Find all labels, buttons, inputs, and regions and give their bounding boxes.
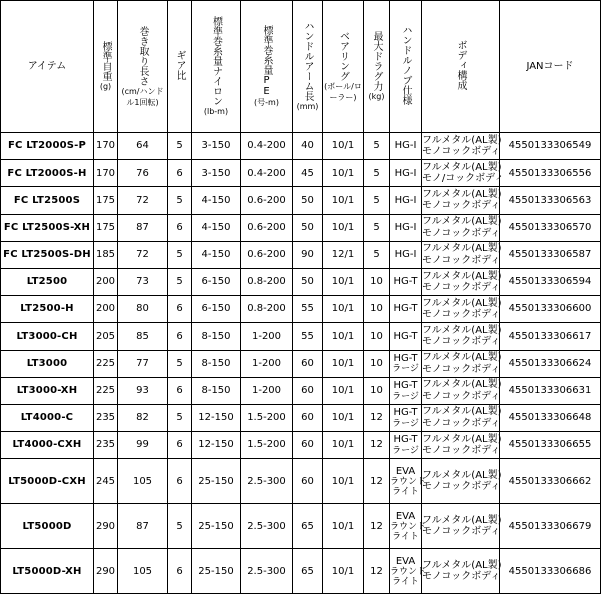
table-row (1, 459, 601, 504)
cell-pe: 2.5-300 (241, 549, 293, 594)
cell-pe: 0.4-200 (241, 160, 293, 187)
cell-nylon: 4-150 (192, 214, 241, 241)
table-row (1, 432, 601, 459)
header-row (1, 1, 601, 133)
cell-weight: 290 (94, 549, 118, 594)
table-row (1, 404, 601, 431)
table-row (1, 323, 601, 350)
cell-item: LT5000D (1, 504, 94, 549)
cell-retrieve: 76 (118, 160, 168, 187)
cell-arm: 55 (293, 323, 323, 350)
header-weight: 標準自重 (g) (94, 1, 118, 133)
cell-drag: 5 (364, 160, 390, 187)
cell-arm: 40 (293, 133, 323, 160)
cell-jan: 4550133306624 (500, 350, 601, 377)
cell-body: フルメタル(AL製) モノコックボディ (422, 268, 500, 295)
header-bearing: ベアリング (ボール/ローラー) (323, 1, 364, 133)
cell-pe: 0.6-200 (241, 214, 293, 241)
cell-gear: 5 (168, 504, 192, 549)
cell-handle: HG-T ラージ (390, 404, 422, 431)
table-row (1, 133, 601, 160)
header-body: ボディ構成 (422, 1, 500, 133)
cell-body: フルメタル(AL製) モノコックボディ (422, 549, 500, 594)
cell-jan: 4550133306587 (500, 241, 601, 268)
cell-drag: 10 (364, 296, 390, 323)
cell-pe: 0.8-200 (241, 268, 293, 295)
cell-arm: 65 (293, 504, 323, 549)
cell-jan: 4550133306556 (500, 160, 601, 187)
cell-jan: 4550133306679 (500, 504, 601, 549)
cell-weight: 205 (94, 323, 118, 350)
cell-weight: 235 (94, 404, 118, 431)
cell-bearing: 10/1 (323, 133, 364, 160)
cell-retrieve: 85 (118, 323, 168, 350)
cell-handle: HG-I (390, 214, 422, 241)
cell-pe: 0.6-200 (241, 187, 293, 214)
header-drag: 最大ドラグ力 (kg) (364, 1, 390, 133)
cell-nylon: 6-150 (192, 268, 241, 295)
cell-body: フルメタル(AL製) モノコックボディ (422, 241, 500, 268)
cell-jan: 4550133306617 (500, 323, 601, 350)
cell-nylon: 25-150 (192, 504, 241, 549)
cell-arm: 60 (293, 350, 323, 377)
cell-gear: 5 (168, 241, 192, 268)
table-row (1, 187, 601, 214)
cell-item: LT3000 (1, 350, 94, 377)
cell-item: LT3000-XH (1, 377, 94, 404)
cell-body: フルメタル(AL製) モノコックボディ (422, 350, 500, 377)
table-row (1, 549, 601, 594)
table-row (1, 504, 601, 549)
cell-nylon: 25-150 (192, 459, 241, 504)
cell-drag: 10 (364, 350, 390, 377)
cell-weight: 290 (94, 504, 118, 549)
cell-item: LT4000-C (1, 404, 94, 431)
cell-retrieve: 73 (118, 268, 168, 295)
cell-drag: 12 (364, 504, 390, 549)
cell-handle: HG-T (390, 323, 422, 350)
cell-retrieve: 105 (118, 549, 168, 594)
cell-arm: 55 (293, 296, 323, 323)
header-nylon: 標準巻糸量ナイロン (lb-m) (192, 1, 241, 133)
cell-handle: HG-I (390, 187, 422, 214)
cell-item: FC LT2500S (1, 187, 94, 214)
cell-item: LT4000-CXH (1, 432, 94, 459)
cell-jan: 4550133306648 (500, 404, 601, 431)
cell-jan: 4550133306549 (500, 133, 601, 160)
cell-gear: 6 (168, 214, 192, 241)
cell-body: フルメタル(AL製) モノコックボディ (422, 323, 500, 350)
cell-nylon: 3-150 (192, 160, 241, 187)
cell-bearing: 10/1 (323, 160, 364, 187)
cell-item: LT2500 (1, 268, 94, 295)
cell-drag: 5 (364, 187, 390, 214)
cell-weight: 170 (94, 133, 118, 160)
cell-gear: 5 (168, 268, 192, 295)
cell-arm: 45 (293, 160, 323, 187)
cell-pe: 2.5-300 (241, 504, 293, 549)
cell-bearing: 10/1 (323, 549, 364, 594)
cell-bearing: 10/1 (323, 268, 364, 295)
cell-retrieve: 99 (118, 432, 168, 459)
cell-nylon: 12-150 (192, 432, 241, 459)
cell-nylon: 3-150 (192, 133, 241, 160)
cell-item: LT5000D-XH (1, 549, 94, 594)
cell-handle: HG-T (390, 296, 422, 323)
cell-arm: 60 (293, 432, 323, 459)
cell-jan: 4550133306563 (500, 187, 601, 214)
cell-gear: 6 (168, 549, 192, 594)
cell-gear: 5 (168, 350, 192, 377)
header-item: アイテム (1, 1, 94, 133)
cell-body: フルメタル(AL製) モノコックボディ (422, 214, 500, 241)
cell-item: LT2500-H (1, 296, 94, 323)
cell-item: LT3000-CH (1, 323, 94, 350)
cell-pe: 0.4-200 (241, 133, 293, 160)
cell-drag: 12 (364, 549, 390, 594)
cell-gear: 5 (168, 404, 192, 431)
cell-weight: 170 (94, 160, 118, 187)
cell-arm: 60 (293, 377, 323, 404)
cell-arm: 60 (293, 459, 323, 504)
cell-retrieve: 105 (118, 459, 168, 504)
cell-item: FC LT2000S-H (1, 160, 94, 187)
cell-pe: 0.8-200 (241, 296, 293, 323)
cell-arm: 90 (293, 241, 323, 268)
cell-gear: 5 (168, 187, 192, 214)
cell-handle: EVA ラウンド ライト (390, 504, 422, 549)
cell-pe: 1.5-200 (241, 404, 293, 431)
cell-bearing: 10/1 (323, 404, 364, 431)
table-row (1, 296, 601, 323)
cell-retrieve: 72 (118, 187, 168, 214)
cell-bearing: 10/1 (323, 459, 364, 504)
cell-retrieve: 87 (118, 214, 168, 241)
cell-jan: 4550133306686 (500, 549, 601, 594)
cell-retrieve: 87 (118, 504, 168, 549)
cell-drag: 5 (364, 133, 390, 160)
cell-weight: 245 (94, 459, 118, 504)
cell-bearing: 10/1 (323, 187, 364, 214)
cell-weight: 200 (94, 296, 118, 323)
cell-pe: 2.5-300 (241, 459, 293, 504)
cell-body: フルメタル(AL製) モノ/コックボディ (422, 160, 500, 187)
cell-item: LT5000D-CXH (1, 459, 94, 504)
cell-item: FC LT2500S-XH (1, 214, 94, 241)
table-row (1, 350, 601, 377)
cell-weight: 175 (94, 187, 118, 214)
cell-body: フルメタル(AL製) モノコックボディ (422, 296, 500, 323)
cell-nylon: 8-150 (192, 350, 241, 377)
header-pe: 標準巻糸量PE (号-m) (241, 1, 293, 133)
cell-retrieve: 72 (118, 241, 168, 268)
cell-body: フルメタル(AL製) モノコックボディ (422, 404, 500, 431)
cell-drag: 12 (364, 404, 390, 431)
cell-handle: HG-T (390, 268, 422, 295)
header-gear: ギア比 (168, 1, 192, 133)
cell-bearing: 10/1 (323, 296, 364, 323)
cell-pe: 1-200 (241, 323, 293, 350)
cell-gear: 5 (168, 133, 192, 160)
cell-bearing: 10/1 (323, 214, 364, 241)
cell-handle: HG-I (390, 133, 422, 160)
table-row (1, 160, 601, 187)
cell-body: フルメタル(AL製) モノコックボディ (422, 377, 500, 404)
cell-pe: 1.5-200 (241, 432, 293, 459)
cell-retrieve: 64 (118, 133, 168, 160)
header-arm: ハンドルアーム長 (mm) (293, 1, 323, 133)
cell-arm: 50 (293, 187, 323, 214)
cell-arm: 60 (293, 404, 323, 431)
cell-gear: 6 (168, 296, 192, 323)
cell-pe: 1-200 (241, 377, 293, 404)
cell-weight: 185 (94, 241, 118, 268)
cell-weight: 225 (94, 350, 118, 377)
cell-retrieve: 80 (118, 296, 168, 323)
cell-bearing: 10/1 (323, 350, 364, 377)
cell-weight: 235 (94, 432, 118, 459)
cell-nylon: 6-150 (192, 296, 241, 323)
cell-retrieve: 93 (118, 377, 168, 404)
cell-body: フルメタル(AL製) モノコックボディ (422, 504, 500, 549)
table-row (1, 241, 601, 268)
cell-body: フルメタル(AL製) モノコックボディ (422, 187, 500, 214)
cell-item: FC LT2000S-P (1, 133, 94, 160)
cell-body: フルメタル(AL製) モノコックボディ (422, 133, 500, 160)
cell-retrieve: 82 (118, 404, 168, 431)
cell-item: FC LT2500S-DH (1, 241, 94, 268)
cell-handle: HG-T ラージ (390, 350, 422, 377)
header-handle: ハンドルノブ仕様 (390, 1, 422, 133)
header-retrieve: 巻き取り長さ (cm/ハンドル1回転) (118, 1, 168, 133)
cell-handle: HG-I (390, 160, 422, 187)
cell-drag: 5 (364, 214, 390, 241)
cell-bearing: 10/1 (323, 377, 364, 404)
cell-nylon: 12-150 (192, 404, 241, 431)
table-row (1, 377, 601, 404)
cell-nylon: 4-150 (192, 241, 241, 268)
cell-handle: EVA ラウンド ライト (390, 459, 422, 504)
cell-drag: 10 (364, 323, 390, 350)
cell-weight: 175 (94, 214, 118, 241)
cell-bearing: 12/1 (323, 241, 364, 268)
cell-weight: 225 (94, 377, 118, 404)
cell-arm: 50 (293, 268, 323, 295)
cell-body: フルメタル(AL製) モノコックボディ (422, 459, 500, 504)
cell-jan: 4550133306662 (500, 459, 601, 504)
cell-bearing: 10/1 (323, 504, 364, 549)
cell-pe: 1-200 (241, 350, 293, 377)
cell-body: フルメタル(AL製) モノコックボディ (422, 432, 500, 459)
cell-arm: 50 (293, 214, 323, 241)
cell-pe: 0.6-200 (241, 241, 293, 268)
table-row (1, 268, 601, 295)
cell-jan: 4550133306594 (500, 268, 601, 295)
cell-nylon: 8-150 (192, 377, 241, 404)
cell-drag: 10 (364, 377, 390, 404)
cell-jan: 4550133306600 (500, 296, 601, 323)
cell-jan: 4550133306655 (500, 432, 601, 459)
cell-gear: 6 (168, 459, 192, 504)
cell-gear: 6 (168, 323, 192, 350)
cell-drag: 12 (364, 432, 390, 459)
cell-arm: 65 (293, 549, 323, 594)
cell-handle: EVA ラウンド ライト (390, 549, 422, 594)
cell-drag: 10 (364, 268, 390, 295)
cell-gear: 6 (168, 160, 192, 187)
cell-jan: 4550133306631 (500, 377, 601, 404)
cell-jan: 4550133306570 (500, 214, 601, 241)
cell-gear: 6 (168, 377, 192, 404)
cell-gear: 6 (168, 432, 192, 459)
cell-bearing: 10/1 (323, 432, 364, 459)
cell-weight: 200 (94, 268, 118, 295)
cell-drag: 5 (364, 241, 390, 268)
cell-nylon: 25-150 (192, 549, 241, 594)
cell-bearing: 10/1 (323, 323, 364, 350)
cell-handle: HG-I (390, 241, 422, 268)
table-row (1, 214, 601, 241)
cell-retrieve: 77 (118, 350, 168, 377)
cell-nylon: 4-150 (192, 187, 241, 214)
cell-handle: HG-T ラージ (390, 377, 422, 404)
cell-nylon: 8-150 (192, 323, 241, 350)
header-jan: JANコード (500, 1, 601, 133)
cell-handle: HG-T ラージ (390, 432, 422, 459)
cell-drag: 12 (364, 459, 390, 504)
